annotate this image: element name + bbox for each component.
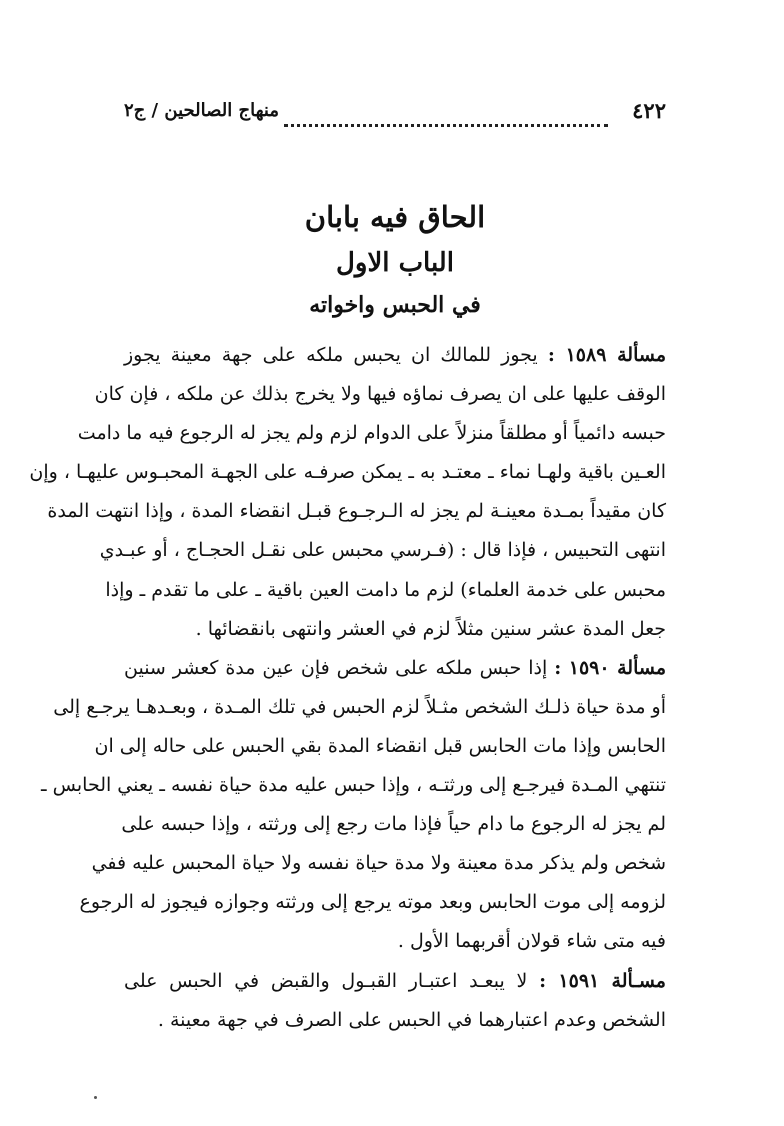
page-number: ٤٢٢ bbox=[632, 98, 666, 123]
issue-1589-line-5: كان مقيداً بمـدة معينـة لم يجز له الـرجـوع قبـل انقضاء المدة ، وإذا انتهت المدة bbox=[47, 500, 666, 523]
issue-1589-line-4: العـين باقية ولهـا نماء ـ معتـد به ـ يمكن صرفـه على الجهـة المحبـوس عليهـا ، وإن bbox=[29, 461, 666, 484]
section-heading: في الحبس واخواته bbox=[309, 292, 481, 318]
issue-1589-line-6: انتهى التحبيس ، فإذا قال : (فـرسي محبس على نقـل الحجـاج ، أو عبـدي bbox=[99, 539, 666, 562]
issue-1589-line-1: مسألة ١٥٨٩ : يجوز للمالك ان يحبس ملكه على جهة معينة يجوز bbox=[124, 344, 666, 366]
issue-1591-line-1: مسـألة ١٥٩١ : لا يبعـد اعتبـار القبـول والقبض في الحبس على bbox=[124, 969, 666, 992]
issue-1589-line-2: الوقف عليها على ان يصرف نماؤه فيها ولا يخرج بذلك عن ملكه ، فإن كان bbox=[94, 383, 666, 406]
issue-1591-line-2: الشخص وعدم اعتبارهما في الحبس على الصرف في جهة معينة . bbox=[157, 1008, 666, 1031]
issue-1590-line-3: الحابس وإذا مات الحابس قبل انقضاء المدة بقي الحبس على حاله إلى ان bbox=[94, 734, 666, 757]
issue-1590-line-1: مسألة ١٥٩٠ : إذا حبس ملكه على شخص فإن عين مدة كعشر سنين bbox=[124, 656, 667, 679]
issue-1590-line-8: فيه متى شاء قولان أقربهما الأول . bbox=[397, 930, 666, 953]
part-heading: الحاق فيه بابان bbox=[304, 200, 486, 234]
issue-1590-line-7: لزومه إلى موت الحابس وبعد موته يرجع إلى ورثته وجوازه فيجوز له الرجوع bbox=[79, 891, 666, 914]
issue-1591-label: مسـألة ١٥٩١ : bbox=[539, 969, 666, 992]
issue-1589-label: مسألة ١٥٨٩ : bbox=[547, 344, 666, 366]
issue-1590-line-5: لم يجز له الرجوع ما دام حياً فإذا مات رجع إلى ورثته ، وإذا حبسه على bbox=[121, 813, 666, 836]
scan-speck bbox=[94, 1096, 97, 1099]
issue-1590-line-2: أو مدة حياة ذلـك الشخص مثـلاً لزم الحبس في تلك المـدة ، وبعـدهـا يرجـع إلى bbox=[53, 695, 666, 718]
issue-1590-line-4: تنتهي المـدة فيرجـع إلى ورثتـه ، وإذا حبس عليه مدة حياة نفسه ـ يعني الحابس ـ bbox=[41, 774, 666, 797]
issue-1589-line-3: حبسه دائمياً أو مطلقاً منزلاً على الدوام لزم ولم يجز له الرجوع فيه ما دامت bbox=[77, 422, 666, 445]
issue-1590-line-6: شخص ولم يذكر مدة معينة ولا مدة حياة نفسه ولا حياة المحبس عليه ففي bbox=[91, 852, 666, 875]
chapter-heading: الباب الاول bbox=[336, 248, 454, 278]
issue-1590-label: مسألة ١٥٩٠ : bbox=[554, 656, 667, 679]
page-header bbox=[124, 98, 666, 132]
issue-1589-line-7: محبس على خدمة العلماء) لزم ما دامت العين باقية ـ على ما تقدم ـ وإذا bbox=[105, 578, 666, 601]
dot-leader bbox=[284, 124, 608, 127]
body-text bbox=[29, 336, 667, 1040]
running-title: منهاج الصالحين / ج٢ bbox=[124, 100, 279, 121]
issue-1589-line-8: جعل المدة عشر سنين مثلاً لزم في العشر وانتهى بانقضائها . bbox=[195, 617, 666, 640]
